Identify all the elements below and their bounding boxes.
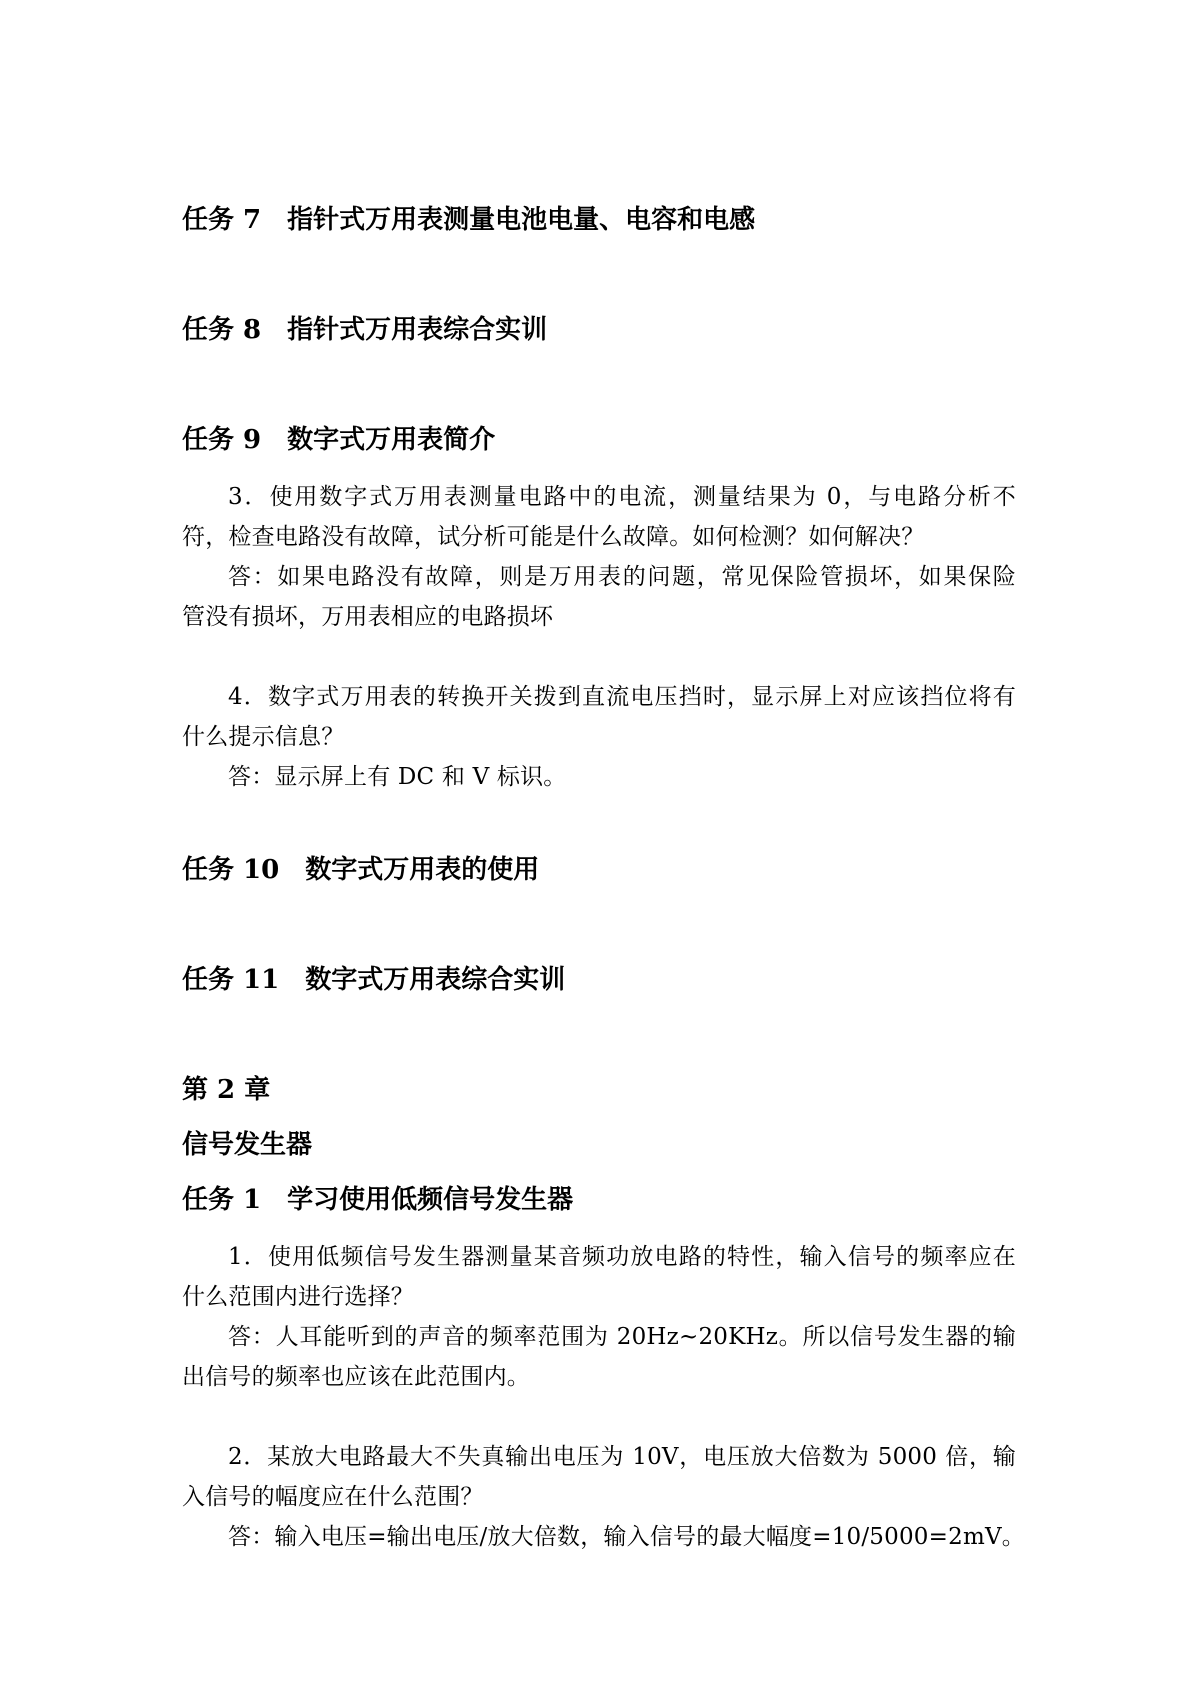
ch2-question-2-line-2: 入信号的幅度应在什么范围？ — [182, 1484, 484, 1510]
heading-chapter-2: 第 2 章 — [182, 1075, 271, 1105]
question-3-line-2: 符，检查电路没有故障，试分析可能是什么故障。如何检测？如何解决？ — [182, 524, 925, 550]
question-3-line-1: 3．使用数字式万用表测量电路中的电流，测量结果为 0，与电路分析不 — [228, 484, 1016, 510]
question-4-line-2: 什么提示信息？ — [182, 724, 345, 750]
ch2-answer-2-line-1: 答：输入电压=输出电压/放大倍数，输入信号的最大幅度=10/5000=2mV。 — [228, 1524, 1025, 1550]
answer-4-line-1: 答：显示屏上有 DC 和 V 标识。 — [228, 764, 567, 790]
heading-task7: 任务 7 指针式万用表测量电池电量、电容和电感 — [182, 205, 756, 235]
heading-chapter-2-title: 信号发生器 — [182, 1130, 313, 1160]
answer-3-line-2: 管没有损坏，万用表相应的电路损坏 — [182, 604, 554, 630]
heading-task9: 任务 9 数字式万用表简介 — [182, 425, 496, 455]
ch2-question-1-line-1: 1．使用低频信号发生器测量某音频功放电路的特性，输入信号的频率应在 — [228, 1244, 1016, 1270]
ch2-question-2-line-1: 2．某放大电路最大不失真输出电压为 10V，电压放大倍数为 5000 倍，输 — [228, 1444, 1016, 1470]
ch2-question-1-line-2: 什么范围内进行选择？ — [182, 1284, 414, 1310]
heading-task8: 任务 8 指针式万用表综合实训 — [182, 315, 548, 345]
answer-3-line-1: 答：如果电路没有故障，则是万用表的问题，常见保险管损坏，如果保险 — [228, 564, 1016, 590]
question-4-line-1: 4．数字式万用表的转换开关拨到直流电压挡时，显示屏上对应该挡位将有 — [228, 684, 1016, 710]
heading-task11: 任务 11 数字式万用表综合实训 — [182, 965, 566, 995]
heading-task10: 任务 10 数字式万用表的使用 — [182, 855, 540, 885]
ch2-answer-1-line-1: 答：人耳能听到的声音的频率范围为 20Hz~20KHz。所以信号发生器的输 — [228, 1324, 1016, 1350]
heading-ch2-task1: 任务 1 学习使用低频信号发生器 — [182, 1185, 574, 1215]
ch2-answer-1-line-2: 出信号的频率也应该在此范围内。 — [182, 1364, 530, 1390]
